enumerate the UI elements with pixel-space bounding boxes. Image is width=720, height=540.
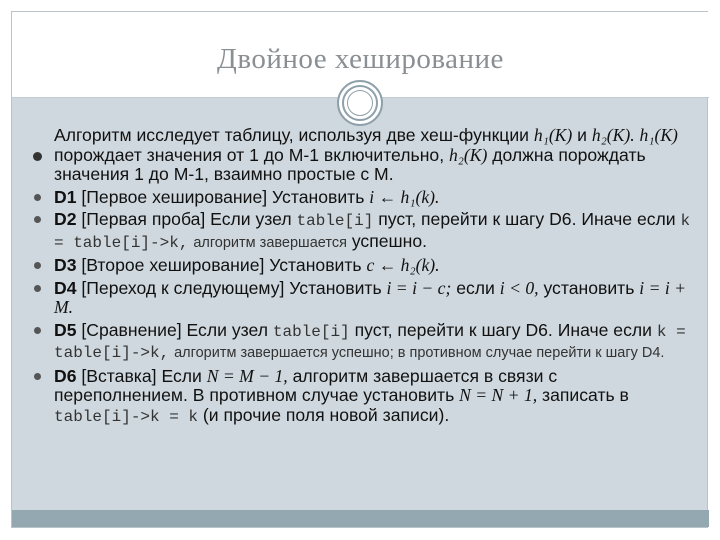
item-text: пуст, перейти к шагу D6. Иначе если [378, 209, 676, 229]
code-expr: table[i] [272, 322, 350, 341]
math-expr: h₁(K) [639, 125, 678, 145]
slide-title: Двойное хеширование [217, 43, 504, 75]
math-expr: h₂(K). [591, 125, 635, 145]
footer-bar [12, 510, 709, 527]
list-item [34, 279, 694, 318]
math-expr: c ← h₂(k). [366, 255, 440, 275]
math-expr: i < 0, [499, 277, 539, 298]
item-text: алгоритм завершается в связи с переполнением. В противном случае установить [54, 365, 558, 405]
item-text: порождает значения от 1 до M-1 включительно, [54, 144, 445, 165]
bullet-icon [33, 152, 42, 161]
math-expr: N = M − 1, [206, 365, 288, 386]
item-text: [Вставка] Если [81, 365, 202, 386]
code-expr: table[i]->k = k [54, 407, 199, 426]
item-text: если [456, 277, 495, 298]
item-text: алгоритм завершается [193, 234, 347, 251]
item-text: и [577, 125, 587, 145]
step-label: D2 [54, 209, 77, 229]
bullet-icon [34, 216, 41, 223]
content-list [34, 126, 694, 430]
bullet-icon [34, 285, 41, 292]
slide [11, 11, 708, 528]
bullet-icon [34, 262, 41, 269]
math-expr: i ← h₁(k). [369, 186, 440, 207]
code-expr: k = table[i]->k, [54, 322, 686, 362]
item-text: [Первая проба] Если узел [81, 209, 292, 229]
step-label: D1 [54, 186, 77, 207]
item-text: пуст, перейти к шагу D6. Иначе если [354, 319, 652, 340]
bullet-icon [34, 373, 41, 380]
code-expr: k = table[i]->k, [54, 212, 691, 252]
item-text: [Второе хеширование] Установить [81, 255, 362, 275]
math-expr: h₁(K) [533, 125, 573, 145]
item-text: (и прочие поля новой записи). [202, 404, 450, 425]
bullet-icon [34, 327, 41, 334]
code-expr: table[i] [296, 212, 374, 230]
step-label: D6 [54, 365, 77, 386]
list-item [34, 126, 694, 185]
item-text: установить [543, 277, 635, 298]
list-item [34, 321, 694, 364]
math-expr: i = i + M. [54, 277, 686, 317]
item-text: Алгоритм исследует таблицу, используя две хеш-функции [54, 125, 530, 145]
step-label: D3 [54, 255, 77, 275]
list-item [34, 188, 694, 208]
math-expr: h₂(K) [448, 144, 488, 165]
ring-ornament-icon [337, 80, 383, 126]
item-text: [Сравнение] Если узел [81, 319, 268, 340]
list-item [34, 367, 694, 428]
item-text: записать в [542, 385, 629, 405]
item-text: должна порождать значения 1 до M-1, взаимно простые с M. [54, 144, 646, 184]
item-text: [Переход к следующему] Установить [81, 277, 382, 298]
item-text: [Первое хеширование] Установить [81, 186, 365, 207]
item-text: алгоритм завершается успешно; в противном случае перейти к шагу D4. [174, 345, 665, 361]
math-expr: N = N + 1, [459, 385, 538, 405]
item-text: успешно. [351, 230, 428, 251]
step-label: D5 [54, 319, 77, 340]
list-item [34, 210, 694, 253]
step-label: D4 [54, 277, 77, 298]
bullet-icon [34, 194, 41, 201]
list-item [34, 256, 694, 276]
math-expr: i = i − c; [386, 277, 452, 298]
